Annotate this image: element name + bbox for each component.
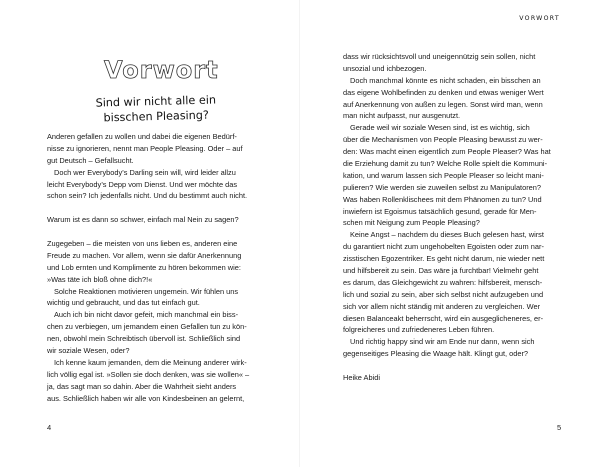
text-line: Doch manchmal könnte es nicht schaden, ein bisschen an [350, 75, 541, 85]
text-line: Doch wer Everybody’s Darling sein will, wird leider allzu [54, 167, 236, 177]
text-line: pulieren? Wie werden sie zuweilen selbst zu Manipulatoren? [343, 182, 542, 192]
text-line: und hilfsbereit zu sein. Das wäre ja furchtbar! Vielmehr geht [343, 266, 539, 276]
text-line: lich völlig egal ist. »Sollen sie doch denken, was sie wollen« – [47, 369, 250, 379]
text-line: den: Was macht einen eigentlich zum People Pleaser? Was hat [343, 147, 551, 157]
text-line: dass wir rücksichtsvoll und uneigennützig sein sollen, nicht [343, 52, 536, 61]
text-line: inwiefern ist Egoismus tatsächlich gesund, gerade für Men- [343, 206, 537, 216]
text-line: nen, obwohl mein Schreibtisch übervoll ist. Schließlich sind [47, 334, 241, 344]
page-number-right: 5 [557, 423, 562, 432]
right-text-column [343, 51, 555, 384]
subtitle-line: bisschen Pleasing? [103, 108, 210, 125]
text-line: nisse zu ignorieren, nennt man People Pleasing. Oder – auf [47, 143, 243, 153]
text-line: gut Deutsch – Gefallsucht. [47, 155, 134, 165]
text-line: Ich kenne kaum jemanden, dem die Meinung anderer wirk- [54, 357, 247, 367]
text-line: gegenseitiges Pleasing die Waage hält. Klingt gut, oder? [343, 349, 529, 359]
chapter-title: Vorwort [104, 56, 219, 84]
text-line: über die Mechanismen von People Pleasing bewusst zu wer- [343, 135, 543, 145]
text-line: Keine Angst – nachdem du dieses Buch gelesen hast, wirst [350, 230, 544, 240]
text-line: ja, das sagt man so dahin. Aber die Wahrheit sieht anders [47, 381, 237, 391]
paragraph-gap [343, 360, 555, 372]
text-line: Anderen gefallen zu wollen und dabei die eigenen Bedürf- [47, 132, 237, 141]
left-text-column [47, 131, 262, 404]
author-signature: Heike Abidi [343, 373, 380, 383]
text-line: »Was täte ich bloß ohne dich?!« [47, 274, 153, 284]
text-line: zisstischen Egozentriker. Es geht nicht darum, nie wieder nett [343, 254, 545, 264]
text-line: Was haben Rollenklischees mit dem Phänomen zu tun? Und [343, 194, 542, 204]
text-line: schon sein? Ich jedenfalls nicht. Und du bestimmt auch nicht. [47, 191, 248, 201]
text-line: kation, und warum lassen sich People Pleaser so leicht mani- [343, 170, 544, 180]
text-line: man nicht aufpasst, nur ausgenutzt. [343, 111, 461, 121]
chapter-subtitle [86, 92, 227, 126]
text-line: auf Anerkennung von außen zu legen. Sonst wird man, wenn [343, 99, 543, 109]
text-line: aus. Schließlich haben wir alle von Kindesbeinen an gelernt, [47, 393, 245, 403]
running-head: VORWORT [519, 15, 560, 22]
text-line: diesen Balanceakt beherrscht, wird ein ausgeglicheneres, er- [343, 313, 544, 323]
text-line: die Erziehung damit zu tun? Welche Rolle spielt die Kommuni- [343, 159, 548, 169]
text-line: das eigene Wohlbefinden zu denken und etwas weniger Wert [343, 87, 544, 97]
subtitle-line: Sind wir nicht alle ein [95, 93, 217, 110]
right-page [300, 0, 600, 467]
text-line: Gerade weil wir soziale Wesen sind, ist es wichtig, sich [350, 123, 530, 133]
paragraph-gap [47, 226, 262, 238]
text-line: Zugegeben – die meisten von uns lieben es, anderen eine [47, 239, 238, 249]
text-line: und Lob ernten und Komplimente zu hören bekommen wie: [47, 262, 241, 272]
text-line: chen zu verbiegen, um jemandem einen Gefallen tun zu kön- [47, 322, 247, 332]
text-line: wir soziale Wesen, oder? [47, 346, 130, 356]
text-line: Auch ich bin nicht davor gefeit, mich manchmal ein biss- [54, 310, 239, 320]
text-line: unsozial und ichbezogen. [343, 63, 427, 73]
text-line: du garantiert nicht zum ungehobelten Egoisten oder zum nar- [343, 242, 544, 252]
paragraph-gap [47, 202, 262, 214]
text-line: es darum, das Gleichgewicht zu wahren: hilfsbereit, mensch- [343, 277, 543, 287]
text-line: Solche Reaktionen motivieren ungemein. Wir fühlen uns [54, 286, 239, 296]
text-line: folgreicheres und zufriedeneres Leben führen. [343, 325, 495, 335]
text-line: sich vor allem nicht ständig mit anderen zu vergleichen. Wer [343, 301, 541, 311]
text-line: leicht Everybody’s Depp vom Dienst. Und wer möchte das [47, 179, 238, 189]
text-line: Freude zu machen. Vor allem, wenn sie dafür Anerkennung [47, 250, 242, 260]
text-line: schen mit Neigung zum People Pleasing? [343, 218, 480, 228]
text-line: lich und sozial zu sein, aber sich selbst nicht aufzugeben und [343, 289, 544, 299]
page-number-left: 4 [47, 423, 52, 432]
text-line: Und richtig happy sind wir am Ende nur dann, wenn sich [350, 337, 535, 347]
text-line: wichtig und gebraucht, und das tut einfach gut. [47, 298, 200, 308]
text-line: Warum ist es dann so schwer, einfach mal Nein zu sagen? [47, 215, 239, 225]
